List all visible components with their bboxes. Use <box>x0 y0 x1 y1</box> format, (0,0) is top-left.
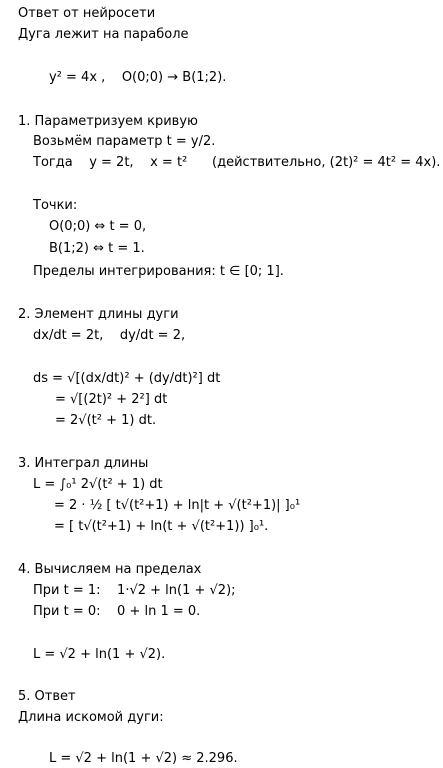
points-label: Точки: <box>33 198 78 213</box>
section-5-heading: 5. Ответ <box>18 689 76 704</box>
formula-line: Возьмём параметр t = y/2. <box>33 134 216 149</box>
formula-line: dx/dt = 2t, dy/dt = 2, <box>33 328 186 343</box>
formula-line: При t = 1: 1·√2 + ln(1 + √2); <box>33 583 236 598</box>
formula-line: Тогда y = 2t, x = t² (действительно, (2t)² = 4t² = 4x). <box>33 155 441 170</box>
section-1-heading: 1. Параметризуем кривую <box>18 114 198 129</box>
curve-formula: y² = 4x , O(0;0) → B(1;2). <box>49 70 227 85</box>
formula-line: L = √2 + ln(1 + √2). <box>33 647 166 662</box>
formula-line: = [ t√(t²+1) + ln(t + √(t²+1)) ]₀¹. <box>54 519 269 534</box>
formula-line: L = ∫₀¹ 2√(t² + 1) dt <box>33 477 163 492</box>
doc-heading: Ответ от нейросети <box>18 6 156 21</box>
formula-line: При t = 0: 0 + ln 1 = 0. <box>33 604 201 619</box>
formula-line: Пределы интегрирования: t ∈ [0; 1]. <box>33 264 284 279</box>
section-2-heading: 2. Элемент длины дуги <box>18 307 179 322</box>
problem-statement: Дуга лежит на параболе <box>18 27 189 42</box>
formula-line: O(0;0) ⇔ t = 0, <box>49 219 147 234</box>
formula-line: = 2√(t² + 1) dt. <box>55 413 157 428</box>
final-answer: L = √2 + ln(1 + √2) ≈ 2.296. <box>49 751 238 766</box>
section-4-heading: 4. Вычисляем на пределах <box>18 562 202 577</box>
section-3-heading: 3. Интеграл длины <box>18 456 149 471</box>
answer-label: Длина искомой дуги: <box>18 710 164 725</box>
formula-line: ds = √[(dx/dt)² + (dy/dt)²] dt <box>33 371 221 386</box>
formula-line: = 2 · ½ [ t√(t²+1) + ln|t + √(t²+1)| ]₀¹ <box>54 498 301 513</box>
formula-line: = √[(2t)² + 2²] dt <box>55 392 168 407</box>
formula-line: B(1;2) ⇔ t = 1. <box>49 241 145 256</box>
